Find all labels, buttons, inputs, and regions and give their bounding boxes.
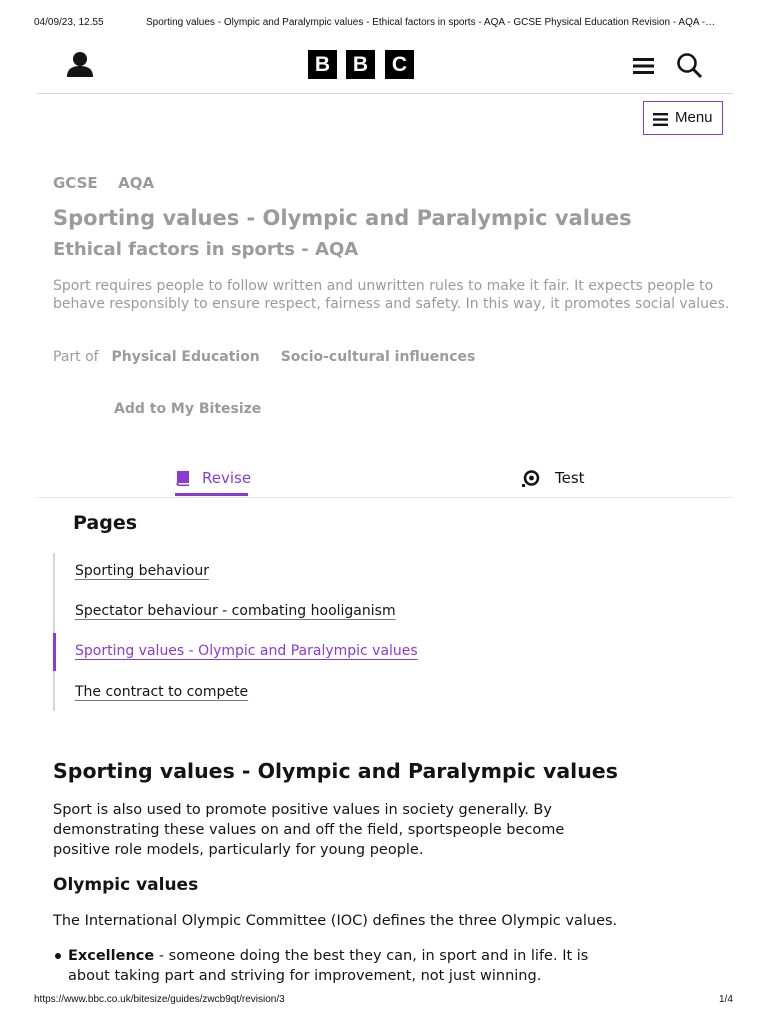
breadcrumb-gcse[interactable]: GCSE	[53, 174, 98, 192]
page-link-contract-to-compete[interactable]: The contract to compete	[75, 684, 249, 700]
part-of-link-physical-education[interactable]: Physical Education	[111, 349, 260, 365]
hamburger-icon[interactable]	[633, 57, 654, 75]
bullet-excellence	[68, 946, 628, 986]
tab-active-indicator	[175, 493, 248, 496]
olympic-values-intro: The International Olympic Committee (IOC) defines the three Olympic values.	[53, 913, 618, 929]
menu-button-label: Menu	[675, 109, 713, 126]
page-link-sporting-behaviour[interactable]: Sporting behaviour	[75, 563, 210, 579]
test-icon	[521, 470, 541, 488]
page-title: Sporting values - Olympic and Paralympic values	[53, 206, 632, 230]
search-icon[interactable]	[676, 52, 703, 79]
bbc-logo-letter: B	[346, 50, 375, 79]
tab-test-label: Test	[555, 469, 585, 487]
part-of-label: Part of	[53, 349, 99, 365]
page-link-sporting-values-current[interactable]: Sporting values - Olympic and Paralympic values	[75, 643, 418, 659]
part-of-row	[53, 349, 475, 365]
breadcrumb	[53, 174, 154, 192]
bbc-logo-letter: B	[308, 50, 337, 79]
account-icon[interactable]	[66, 50, 94, 78]
breadcrumb-aqa[interactable]: AQA	[118, 174, 155, 192]
book-icon	[176, 471, 190, 486]
tabs-divider	[37, 497, 733, 498]
print-url: https://www.bbc.co.uk/bitesize/guides/zwcb9qt/revision/3	[34, 994, 285, 1005]
page-link-spectator-behaviour[interactable]: Spectator behaviour - combating hooliganism	[75, 603, 396, 619]
menu-button[interactable]	[643, 101, 723, 135]
add-to-my-bitesize-button[interactable]: Add to My Bitesize	[114, 401, 262, 417]
print-page-number: 1/4	[719, 994, 733, 1005]
article-heading: Sporting values - Olympic and Paralympic values	[53, 759, 618, 783]
bbc-logo-letter: C	[385, 50, 414, 79]
page-subtitle: Ethical factors in sports - AQA	[53, 239, 359, 260]
part-of-link-socio-cultural[interactable]: Socio-cultural influences	[280, 349, 476, 365]
print-doc-title: Sporting values - Olympic and Paralympic values - Ethical factors in sports - AQA - GCSE Physical Education Revision - AQA -…	[146, 17, 716, 28]
bullet-term: Excellence	[68, 948, 155, 964]
header-divider	[37, 93, 733, 94]
pages-nav-active-marker	[53, 633, 56, 671]
bullet-text: - someone doing the best they can, in sport and in life. It is about taking part and striving for improvement, not just winning.	[68, 948, 589, 984]
pages-heading: Pages	[73, 512, 138, 534]
article-intro: Sport is also used to promote positive values in society generally. By demonstrating these values on and off the field, sportspeople become positive role models, particularly for young people.	[53, 802, 565, 858]
pages-nav-rail	[53, 553, 55, 711]
print-datetime: 04/09/23, 12.55	[34, 17, 104, 28]
tab-revise-label: Revise	[202, 469, 252, 487]
bullet-dot	[55, 953, 61, 959]
menu-lines-icon	[653, 113, 668, 126]
guide-summary: Sport requires people to follow written and unwritten rules to make it fair. It expects people to behave responsibly to ensure respect, fairness and safety. In this way, it promotes social values.	[53, 278, 730, 312]
olympic-values-heading: Olympic values	[53, 875, 199, 895]
